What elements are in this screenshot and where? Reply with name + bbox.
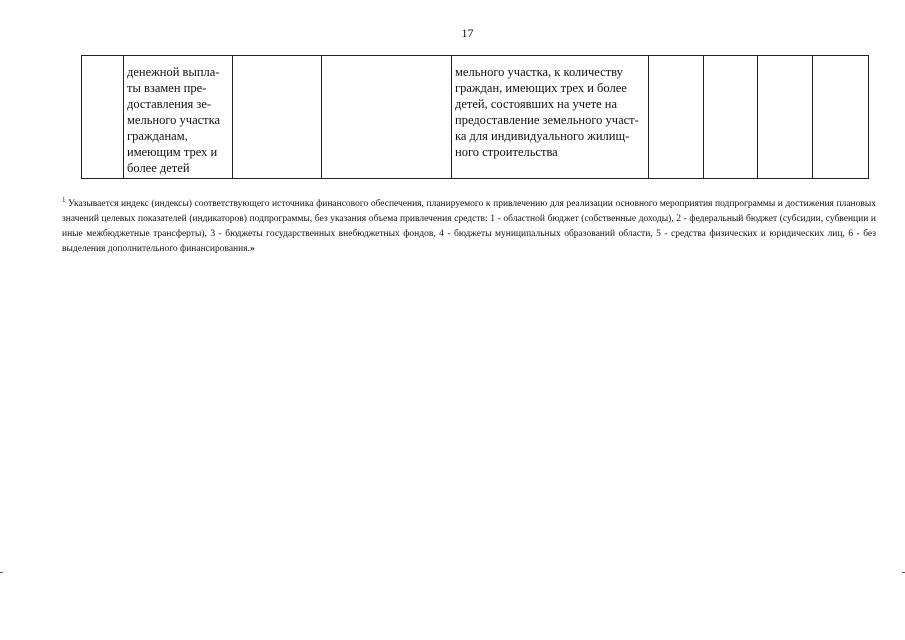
- table-row: [82, 56, 869, 179]
- page-number: 17: [461, 26, 474, 40]
- table-cell-value-1: [704, 56, 758, 179]
- footnote: [62, 193, 876, 257]
- measures-table: [81, 55, 869, 179]
- footnote-text: Указывается индекс (индексы) соответствующего источника финансового обеспечения, планируемого к привлечению для реализации основного мероприятия подпрограммы и достижения плановых значений целевых показателей (индикаторов) подпрограммы, без указания объема привлечения средств: 1 - областной бюджет (собственные доходы), 2 - федеральный бюджет (субсидии, субвенции и иные межбюджетные трансферты), 3 - бюджеты государственных внебюджетных фондов, 4 - бюджеты муниципальных образований области, 5 - средства физических и юридических лиц, 6 - без выделения дополнительного финансирования.: [62, 199, 876, 255]
- table-cell-value-2: [758, 56, 813, 179]
- closing-quote-mark: »: [249, 244, 255, 255]
- table-cell-period: [322, 56, 452, 179]
- table-cell-executor: [233, 56, 322, 179]
- scan-edge-mark-left: [0, 572, 3, 573]
- footnote-marker: 1: [62, 196, 66, 204]
- table-cell-measure-name: денежной выпла- ты взамен пре- доставления зе- мельного участка гражданам, имеющим трех и более детей: [124, 56, 233, 179]
- table-cell-indicator: мельного участка, к количеству граждан, имеющих трех и более детей, состоявших на учете на предоставление земельного участ- ка для индивидуального жилищ- ного строительства: [452, 56, 649, 179]
- table-cell-number: [82, 56, 124, 179]
- table-cell-source: [649, 56, 704, 179]
- table-cell-value-3: [813, 56, 869, 179]
